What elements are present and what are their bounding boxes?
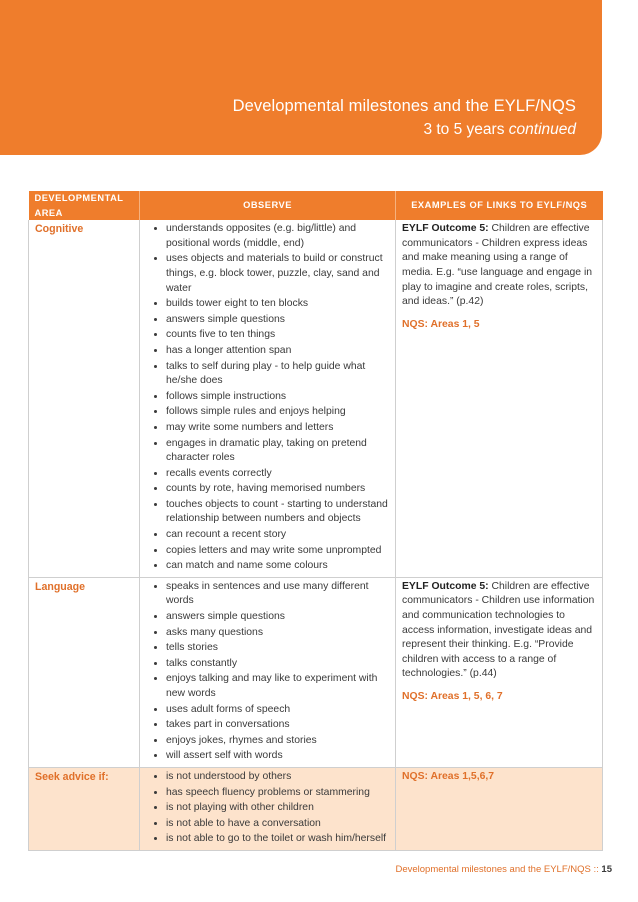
- continued-label: continued: [508, 121, 576, 138]
- list-item: • talks constantly: [166, 657, 389, 672]
- eylf-outcome: [402, 580, 596, 682]
- eylf-heading: EYLF Outcome 5:: [402, 223, 489, 235]
- observe-cell: [140, 767, 396, 850]
- list-item: • is not understood by others: [166, 770, 389, 785]
- column-header-observe: OBSERVE: [140, 191, 396, 220]
- age-range: 3 to 5 years: [423, 121, 505, 138]
- eylf-outcome: [402, 222, 596, 310]
- area-label: Seek advice if:: [35, 770, 109, 783]
- list-item: • asks many questions: [166, 626, 389, 641]
- list-item: • recalls events correctly: [166, 467, 389, 482]
- list-item: • will assert self with words: [166, 749, 389, 764]
- nqs-areas: NQS: Areas 1, 5: [402, 318, 480, 330]
- list-item: • enjoys jokes, rhymes and stories: [166, 734, 389, 749]
- column-header-area: DEVELOPMENTAL AREA: [29, 191, 140, 220]
- area-cell: [29, 577, 140, 767]
- advice-list: [146, 770, 389, 847]
- eylf-heading: EYLF Outcome 5:: [402, 580, 489, 592]
- table-row-cognitive: [29, 220, 603, 577]
- list-item: • follows simple rules and enjoys helping: [166, 405, 389, 420]
- list-item: • may write some numbers and letters: [166, 421, 389, 436]
- list-item: • answers simple questions: [166, 610, 389, 625]
- list-item: • copies letters and may write some unprompted: [166, 544, 389, 559]
- list-item: • is not able to go to the toilet or wash him/herself: [166, 832, 389, 847]
- list-item: • follows simple instructions: [166, 390, 389, 405]
- nqs-areas: NQS: Areas 1,5,6,7: [402, 770, 495, 782]
- page-subtitle: [423, 121, 576, 139]
- nqs-areas: NQS: Areas 1, 5, 6, 7: [402, 691, 503, 702]
- area-cell: [29, 767, 140, 850]
- list-item: • takes part in conversations: [166, 718, 389, 733]
- list-item: • touches objects to count - starting to understand relationship between numbers and objects: [166, 498, 389, 527]
- table-header-row: [29, 191, 603, 220]
- list-item: • uses adult forms of speech: [166, 703, 389, 718]
- list-item: • uses objects and materials to build or construct things, e.g. block tower, puzzle, clay, sand and water: [166, 252, 389, 296]
- header-banner: [0, 0, 602, 155]
- list-item: • builds tower eight to ten blocks: [166, 297, 389, 312]
- list-item: • counts by rote, having memorised numbers: [166, 482, 389, 497]
- page-title: Developmental milestones and the EYLF/NQS: [232, 97, 576, 115]
- observe-cell: [140, 577, 396, 767]
- list-item: • enjoys talking and may like to experiment with new words: [166, 672, 389, 701]
- list-item: • engages in dramatic play, taking on pretend character roles: [166, 437, 389, 466]
- eylf-text: Children are effective communicators - Children express ideas and make meaning using a range of media. E.g. “use language and engage in play to imagine and create roles, scripts, and ideas.” (p.42): [402, 223, 593, 308]
- list-item: • has a longer attention span: [166, 344, 389, 359]
- list-item: • talks to self during play - to help guide what he/she does: [166, 360, 389, 389]
- list-item: • counts five to ten things: [166, 328, 389, 343]
- observe-cell: [140, 220, 396, 577]
- list-item: • answers simple questions: [166, 313, 389, 328]
- observe-list: [146, 580, 389, 764]
- list-item: • can recount a recent story: [166, 528, 389, 543]
- list-item: • speaks in sentences and use many different words: [166, 580, 389, 609]
- eylf-text: Children are effective communicators - Children use information and communication technologies to access information, investigate ideas and represent their thinking. E.g. “Provide children with access to a range of technologies.” (p.44): [402, 580, 595, 680]
- links-cell: [396, 577, 603, 767]
- list-item: • understands opposites (e.g. big/little) and positional words (middle, end): [166, 222, 389, 251]
- table-row-language: [29, 577, 603, 767]
- area-label: Language: [35, 580, 86, 593]
- links-cell: [396, 767, 603, 850]
- observe-list: [146, 222, 389, 574]
- links-cell: [396, 220, 603, 577]
- footer-text: Developmental milestones and the EYLF/NQS ::: [395, 864, 599, 875]
- list-item: • tells stories: [166, 641, 389, 656]
- list-item: • is not able to have a conversation: [166, 817, 389, 832]
- list-item: • can match and name some colours: [166, 559, 389, 574]
- table-row-seek-advice: [29, 767, 603, 850]
- page-footer: [395, 864, 612, 875]
- area-label: Cognitive: [35, 223, 84, 236]
- area-cell: [29, 220, 140, 577]
- column-header-links: EXAMPLES OF LINKS TO EYLF/NQS: [396, 191, 603, 220]
- milestones-table: [28, 191, 603, 851]
- page-number: 15: [601, 864, 612, 875]
- list-item: • is not playing with other children: [166, 801, 389, 816]
- list-item: • has speech fluency problems or stammering: [166, 786, 389, 801]
